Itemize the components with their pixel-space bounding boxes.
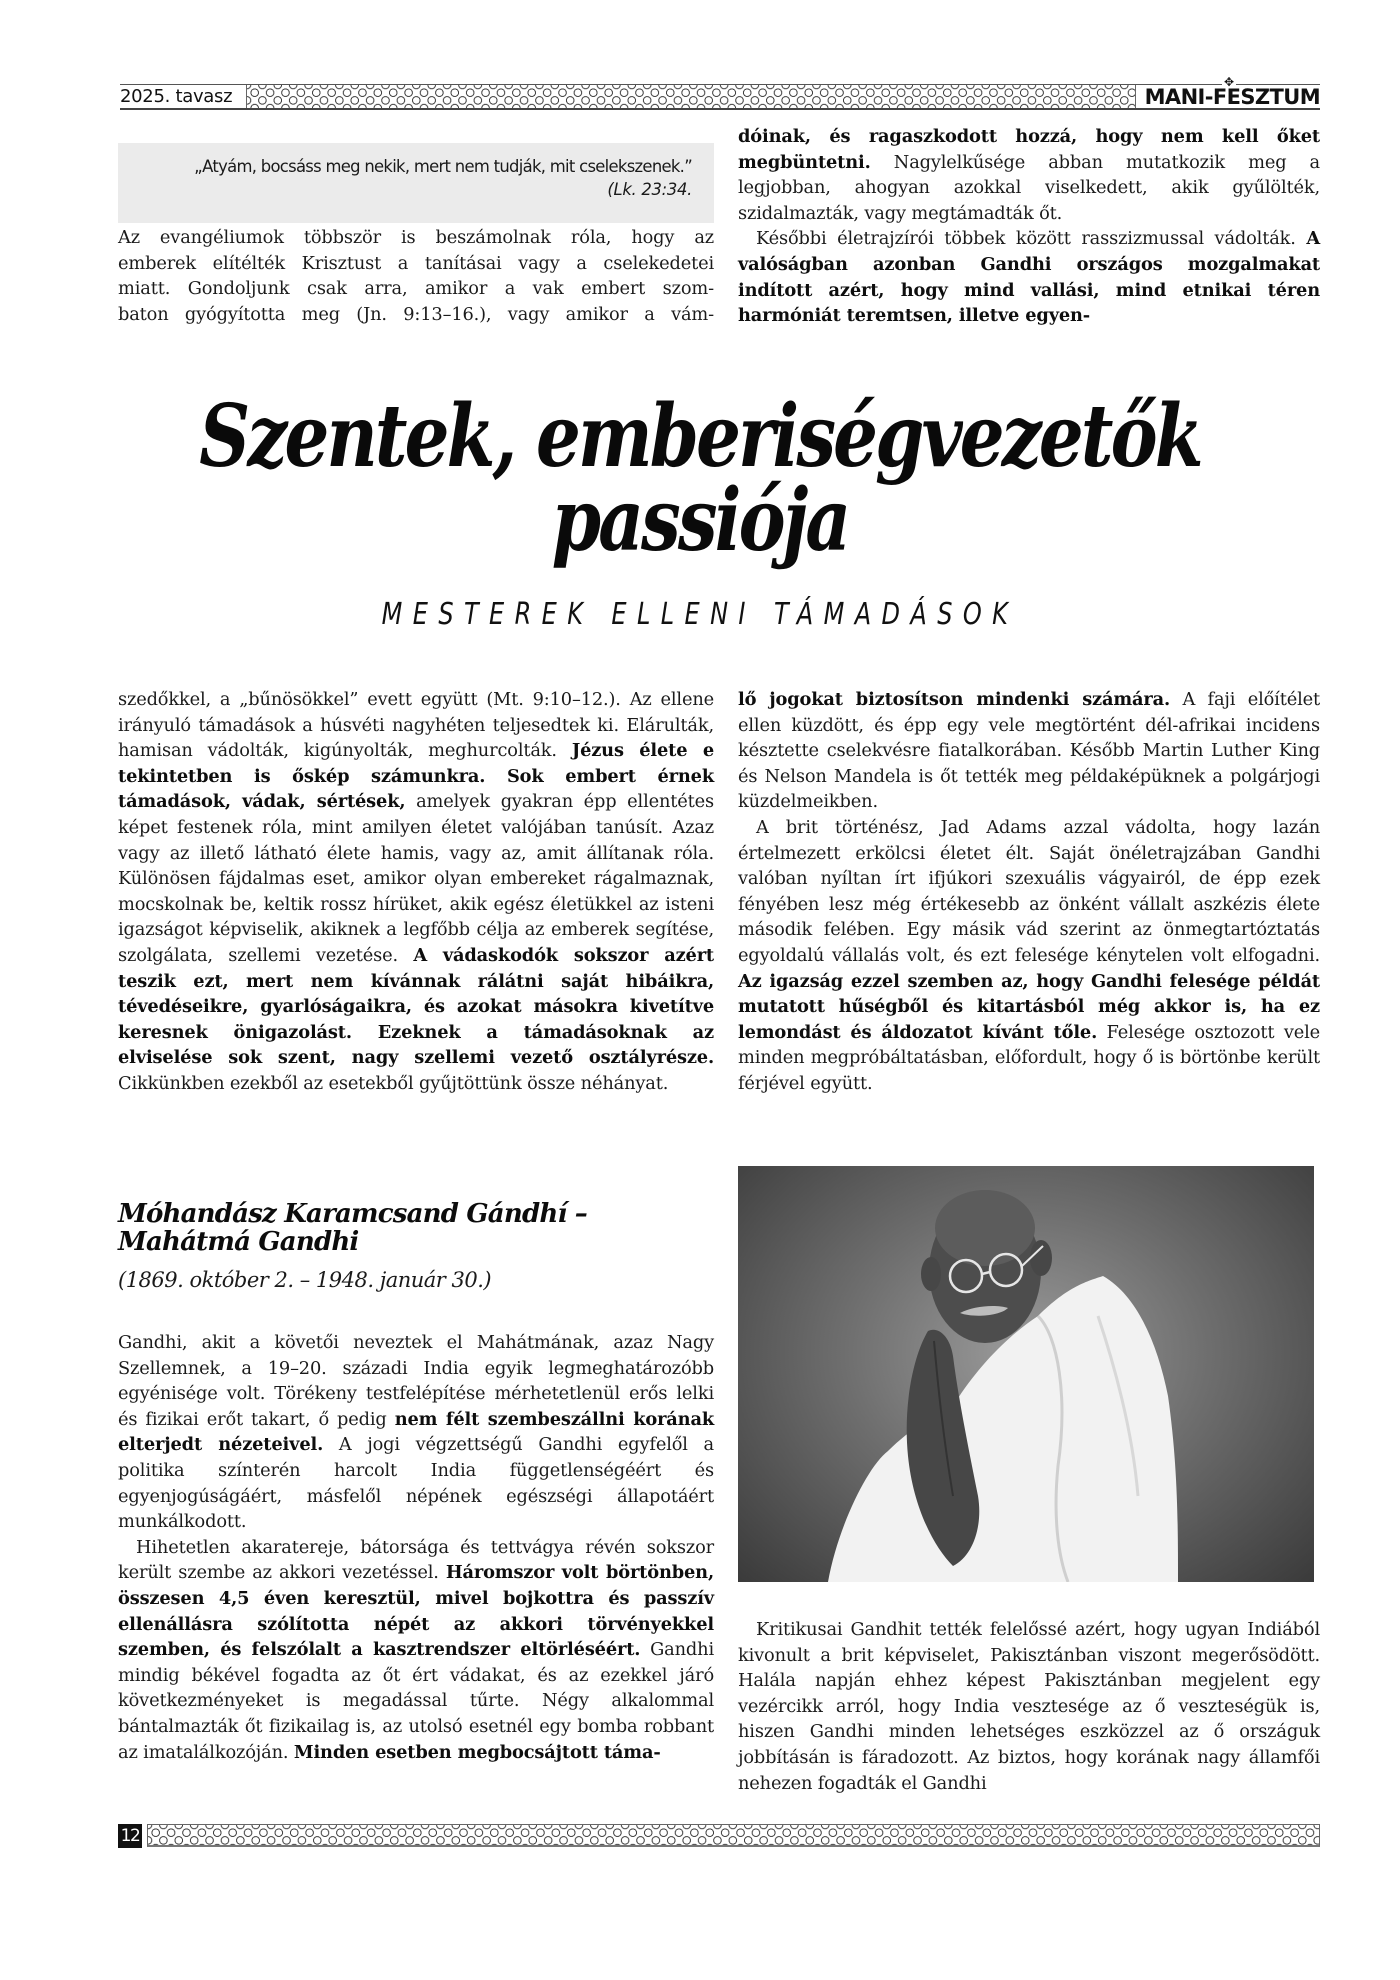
mid-left-column [118, 687, 714, 1097]
body-text: A faji előítélet ellen küzdött, és épp egy vele megtörtént dél-afrikai incidens késztette cselekvésre fiatalkorában. Később Martin Luther King és Nelson Mandela is őt tették meg példaképüknek a polgárjogi küzdelmeikben. [738, 689, 1320, 813]
magazine-brand: MANI-FESZTUM [1144, 85, 1320, 109]
intro-left-column [118, 225, 714, 327]
emphasis: Minden esetben megbocsájtott táma- [293, 1741, 661, 1763]
header-ornament-band [246, 85, 1136, 108]
quote-text: „Atyám, bocsáss meg nekik, mert nem tudják, mit cselekszenek.” [194, 157, 692, 176]
gandhi-photo [738, 1166, 1314, 1582]
paragraph [738, 687, 1320, 815]
section-heading-line-1: Móhandász Karamcsand Gándhí – [118, 1199, 587, 1229]
emphasis: lő jogokat biztosítson mindenki számára. [738, 689, 1171, 710]
paragraph [118, 1330, 714, 1535]
emphasis: dóinak, és ragaszkodott hozzá, hogy nem kell őket megbüntetni. [738, 126, 1320, 173]
body-text: Gandhi, akit a követői neveztek el Mahátmának, azaz Nagy Szellemnek, a 19–20. századi India egyik legmeghatározóbb egyénisége volt. Törékeny testfelépítése mérhetetlenül erős lelki és fizikai erőt takart, ő pedig [118, 1332, 714, 1430]
brand-ornament-icon: ✥ [1223, 75, 1234, 89]
paragraph [118, 1535, 714, 1765]
quote-reference: (Lk. 23:34. [607, 180, 692, 199]
emphasis: A vádaskodók sokszor azért teszik ezt, mert nem kívánnak rálátni saját hibáikra, tévedéseikre, gyarlóságaikra, és azokat másokra kivetítve keresnek önigazolást. Ezeknek a támadásoknak az elviselése sok szent, nagy szellemi vezető osztályrésze. [118, 944, 714, 1069]
header-bottom-rule [120, 108, 1320, 110]
emphasis: Az igazság ezzel szemben az, hogy Gandhi felesége példát mutatott hűségből és kitartásból még akkor is, ha ez lemondást és áldozatot kívánt tőle. [738, 970, 1320, 1043]
footer-ornament-band [147, 1824, 1320, 1847]
body-text: A brit történész, Jad Adams azzal vádolta, hogy lazán értelmezett erkölcsi életet élt. Saját önéletrajzában Gandhi valóban nyíltan írt ifjúkori szexuális vágyairól, de épp ezek fényében lesz még értékesebb az önként vállalt aszkézis élete második felében. Egy másik vád szerint az önmegtartóztatás egyoldalú vállalás volt, és ezt felesége kénytelen volt elfogadni. [738, 816, 1320, 966]
text-line: Az evangéliumok többször is beszámolnak róla, hogy az [118, 227, 714, 248]
body-text: Nagylelkűsége abban mutatkozik meg a legjobban, ahogyan azokkal viselkedett, akik gyűlölték, szidalmazták, vagy megtámadták őt. [738, 151, 1320, 224]
intro-right-column [738, 124, 1320, 329]
body-text: szedőkkel, a „bűnösökkel” evett együtt (Mt. 9:10–12.). Az ellene irányuló támadások a húsvéti nagyhéten teljesedtek ki. Elárulták, hamisan vádolták, kigúnyolták, meghurcolták. [118, 689, 714, 762]
body-text: Cikkünkben ezekből az esetekből gyűjtöttünk össze néhányat. [118, 1072, 669, 1094]
paragraph: Kritikusai Gandhit tették felelőssé azért, hogy ugyan Indiából kivonult a brit képviselet, Pakisztánban viszont megerősödött. Halála napján ehhez képest Pakisztánban megjelent egy vezércikk arról, hogy India vesztesége az ő veszteségük is, hiszen Gandhi minden lehetséges eszközzel az ő országuk jobbításán is fáradozott. Az biztos, hogy korának nagy államfői nehezen fogadták el Gandhi [738, 1619, 1320, 1794]
gandhi-right-column [738, 1617, 1320, 1796]
body-text: Felesége osztozott vele minden megpróbáltatásban, előfordult, hogy ő is börtönbe került férjével együtt. [738, 1021, 1320, 1094]
article-title-line-1: Szentek, emberiségvezetők [199, 386, 1201, 487]
left-ear [921, 1257, 941, 1291]
body-text: A jogi végzettségű Gandhi egyfelől a politika színterén harcolt India függetlenségéért és egyenjogúságáért, másfelől népének egészségi állapotáért munkálkodott. [118, 1434, 715, 1533]
body-text: Későbbi életrajzírói többek között rasszizmussal vádolták. [756, 228, 1307, 250]
page-number: 12 [118, 1824, 142, 1848]
mid-right-column [738, 687, 1320, 1097]
paragraph [738, 124, 1320, 226]
emphasis: Jézus élete e tekintetben is őskép számunkra. Sok embert érnek támadások, vádak, sértések, [118, 740, 714, 813]
emphasis: Háromszor volt börtönben, összesen 4,5 éven keresztül, mivel bojkottra és passzív ellenállásra szólította népét az akkori törvényekkel szemben, és felszólalt a kasztrendszer eltörléséért. [118, 1562, 714, 1661]
body-text: Gandhi mindig békével fogadta az őt ért vádakat, és az ezekkel járó következményeket is megadással tűrte. Négy alkalommal bántalmazták őt fizikailag is, az utolsó esetnél egy bomba robbant az imatalálkozóján. [118, 1639, 714, 1763]
body-text: amelyek gyakran épp ellentétes képet festenek róla, mint amilyen életet valójában tanúsít. Azaz vagy az illető látható élete hamis, vagy az, amit állítanak róla. Különösen fájdalmas eset, amikor olyan embereket rágalmaznak, mocskolnak be, keltik rossz hírüket, akik egész életükkel az isteni igazságot képviselik, akiknek a legfőbb célja az emberek segítése, szolgálata, szellemi vezetése. [118, 791, 714, 966]
gandhi-left-column [118, 1330, 714, 1765]
paragraph [738, 815, 1320, 1097]
article-subtitle: MESTEREK ELLENI TÁMADÁSOK [381, 597, 1019, 632]
paragraph [738, 226, 1320, 328]
bald-crown [935, 1190, 1035, 1266]
paragraph [118, 687, 714, 1097]
emphasis: nem félt szembeszállni korának elterjedt nézeteivel. [118, 1408, 714, 1456]
article-title-line-2: passiója [551, 470, 849, 571]
body-text: Hihetetlen akaratereje, bátorsága és tettvágya révén sokszor került szembe az akkori vezetéssel. [118, 1536, 714, 1584]
emphasis: A valóságban azonban Gandhi országos mozgalmakat indított azért, hogy mind vallási, mind etnikai téren harmóniát teremtsen, illetve egyen- [738, 228, 1320, 327]
life-dates: (1869. október 2. – 1948. január 30.) [118, 1268, 492, 1292]
right-ear [1030, 1240, 1052, 1276]
text-line: baton gyógyította meg (Jn. 9:13–16.), vagy amikor a vám- [118, 303, 714, 325]
bible-quote-box [118, 143, 714, 223]
section-heading [118, 1200, 714, 1256]
section-heading-line-2: Mahátmá Gandhi [118, 1227, 359, 1257]
page-footer [118, 1824, 1320, 1848]
issue-season: 2025. tavasz [120, 86, 233, 107]
gandhi-portrait-illustration [738, 1166, 1314, 1582]
text-line: emberek elítélték Krisztust a tanításai vagy a cselekedetei [118, 252, 714, 274]
page-header [120, 75, 1320, 110]
text-line: miatt. Gondoljunk csak arra, amikor a vak embert szom- [118, 278, 714, 300]
